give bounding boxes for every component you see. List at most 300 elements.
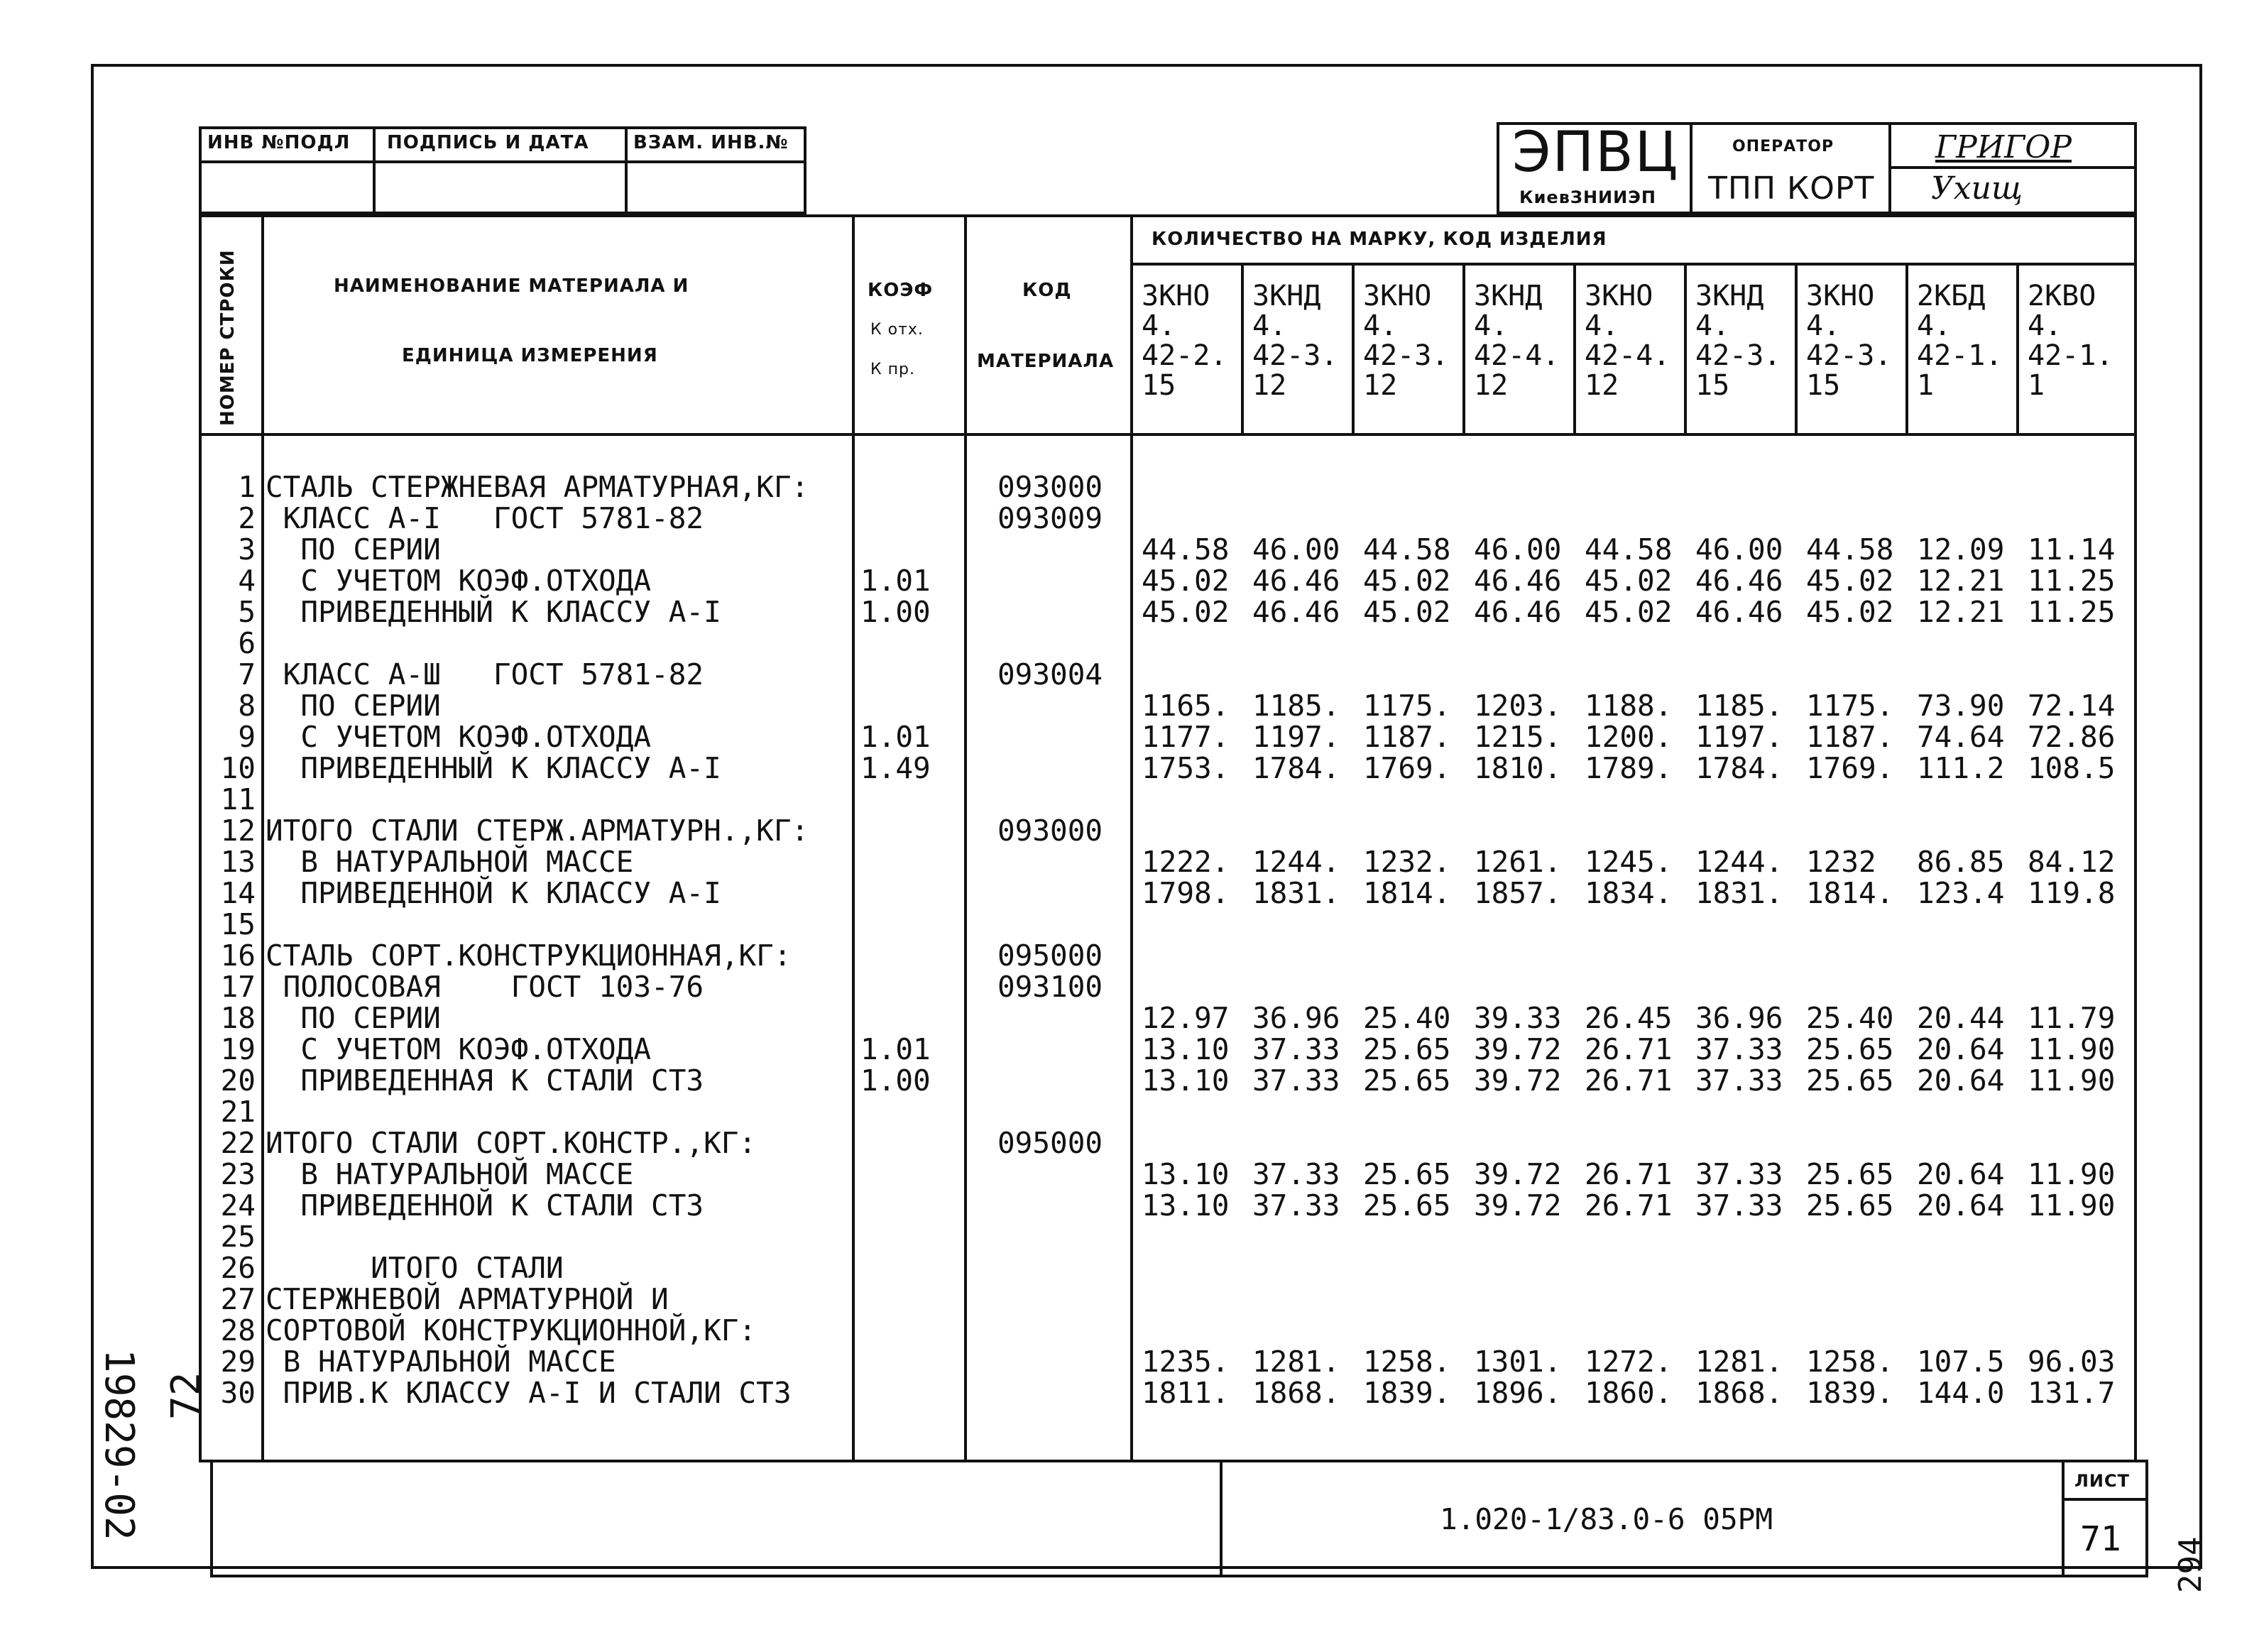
margin-right-number: 294 — [2172, 1536, 2209, 1593]
stamp-col-divider-1 — [373, 126, 376, 214]
coefficient: 1.49 — [860, 751, 931, 785]
quantity-value: 39.72 — [1474, 1157, 1562, 1191]
quantity-value: 1868. — [1695, 1376, 1783, 1410]
quantity-value: 1175. — [1363, 689, 1451, 723]
quantity-value: 11.25 — [2028, 595, 2116, 629]
quantity-value: 45.02 — [1806, 564, 1894, 598]
quantity-value: 46.00 — [1695, 532, 1783, 567]
product-column-header — [1806, 281, 1891, 400]
quantity-value: 1185. — [1695, 689, 1783, 723]
quantity-value: 1281. — [1695, 1345, 1783, 1379]
coefficient: 1.01 — [860, 1032, 931, 1066]
product-column-header — [1363, 281, 1448, 400]
product-code-line: 42-1. — [2028, 339, 2113, 372]
product-code-line: 3КНД — [1252, 280, 1321, 312]
row-number-header: НОМЕР СТРОКИ — [217, 249, 239, 426]
quantity-header: КОЛИЧЕСТВО НА МАРКУ, КОД ИЗДЕЛИЯ — [1152, 229, 1607, 250]
material-name: ПРИВЕДЕННОЙ К КЛАССУ А-I — [266, 876, 721, 910]
coef-header-1: КОЭФ — [868, 280, 934, 301]
footer-divider-2 — [2062, 1460, 2065, 1577]
product-code-line: 4. — [1806, 310, 1841, 342]
row-number: 15 — [220, 907, 256, 941]
quantity-value: 37.33 — [1252, 1157, 1340, 1191]
quantity-value: 11.90 — [2028, 1063, 2116, 1098]
quantity-value: 12.09 — [1917, 532, 2005, 567]
quantity-value: 96.03 — [2028, 1345, 2116, 1379]
material-name: С УЧЕТОМ КОЭФ.ОТХОДА — [266, 720, 652, 754]
row-number: 3 — [238, 532, 256, 567]
org-logo: ЭПВЦ — [1512, 121, 1680, 185]
table-row — [199, 876, 2116, 910]
prod-col-line-2 — [1352, 263, 1355, 433]
quantity-value: 1831. — [1252, 876, 1340, 910]
coefficient: 1.00 — [860, 595, 931, 629]
code-header-2: МАТЕРИАЛА — [977, 351, 1115, 372]
material-name: В НАТУРАЛЬНОЙ МАССЕ — [266, 1157, 634, 1191]
product-code-line: 12 — [1252, 369, 1287, 402]
quantity-value: 131.7 — [2028, 1376, 2116, 1410]
quantity-value: 46.46 — [1252, 564, 1340, 598]
quantity-value: 46.46 — [1252, 595, 1340, 629]
table-row — [199, 1001, 2116, 1035]
product-column-header — [1474, 281, 1559, 400]
row-number: 30 — [220, 1376, 256, 1410]
quantity-value: 45.02 — [1142, 564, 1230, 598]
table-row — [199, 1063, 2116, 1098]
material-name: С УЧЕТОМ КОЭФ.ОТХОДА — [266, 1032, 652, 1066]
operator-name: ГРИГОР — [1935, 129, 2072, 165]
row-number: 28 — [220, 1313, 256, 1347]
quantity-value: 12.97 — [1142, 1001, 1230, 1035]
quantity-value: 1769. — [1806, 751, 1894, 785]
quantity-value: 1753. — [1142, 751, 1230, 785]
quantity-value: 11.90 — [2028, 1157, 2116, 1191]
quantity-value: 25.65 — [1363, 1188, 1451, 1222]
material-code: 095000 — [997, 1126, 1103, 1160]
material-name: ПО СЕРИИ — [266, 689, 441, 723]
quantity-value: 46.00 — [1474, 532, 1562, 567]
product-code-line: 42-3. — [1806, 339, 1892, 372]
product-code-line: 4. — [1585, 310, 1619, 342]
material-code: 093100 — [997, 970, 1103, 1004]
table-row — [199, 626, 2116, 660]
quantity-value: 44.58 — [1585, 532, 1673, 567]
product-code-line: 1 — [2028, 369, 2045, 402]
row-number: 2 — [238, 501, 256, 535]
material-name: С УЧЕТОМ КОЭФ.ОТХОДА — [266, 564, 652, 598]
quantity-value: 1187. — [1363, 720, 1451, 754]
quantity-value: 26.71 — [1585, 1188, 1673, 1222]
table-row — [199, 1313, 2116, 1345]
quantity-value: 119.8 — [2028, 876, 2116, 910]
quantity-value: 26.45 — [1585, 1001, 1673, 1035]
quantity-value: 39.72 — [1474, 1032, 1562, 1066]
product-code-line: 42-4. — [1474, 339, 1560, 372]
qty-header-divider — [1130, 263, 2137, 266]
stamp-podpis-data: ПОДПИСЬ И ДАТА — [387, 132, 589, 153]
quantity-value: 1896. — [1474, 1376, 1562, 1410]
quantity-value: 12.21 — [1917, 595, 2005, 629]
coefficient: 1.01 — [860, 564, 931, 598]
quantity-value: 13.10 — [1142, 1032, 1230, 1066]
quantity-value: 45.02 — [1363, 595, 1451, 629]
quantity-value: 25.65 — [1363, 1157, 1451, 1191]
material-name: ПРИВЕДЕННЫЙ К КЛАССУ А-I — [266, 751, 721, 785]
quantity-value: 86.85 — [1917, 845, 2005, 879]
quantity-value: 39.72 — [1474, 1063, 1562, 1098]
quantity-value: 11.14 — [2028, 532, 2116, 567]
row-number: 21 — [220, 1095, 256, 1129]
quantity-value: 25.65 — [1363, 1032, 1451, 1066]
product-code-line: 3КНО — [1806, 280, 1875, 312]
quantity-value: 1258. — [1363, 1345, 1451, 1379]
material-name: СОРТОВОЙ КОНСТРУКЦИОННОЙ,КГ: — [266, 1313, 757, 1347]
coefficient: 1.00 — [860, 1063, 931, 1098]
row-number: 11 — [220, 782, 256, 816]
quantity-value: 1245. — [1585, 845, 1673, 879]
stamp-col-divider-2 — [625, 126, 628, 214]
quantity-value: 1769. — [1363, 751, 1451, 785]
product-code-line: 15 — [1142, 369, 1176, 402]
quantity-value: 84.12 — [2028, 845, 2116, 879]
material-code: 093000 — [997, 814, 1103, 848]
quantity-value: 1857. — [1474, 876, 1562, 910]
quantity-value: 46.00 — [1252, 532, 1340, 567]
product-code-line: 42-3. — [1363, 339, 1449, 372]
material-name: ПО СЕРИИ — [266, 1001, 441, 1035]
quantity-value: 1839. — [1363, 1376, 1451, 1410]
table-row — [199, 970, 2116, 1004]
table-row — [199, 595, 2116, 629]
product-code-line: 3КНО — [1142, 280, 1210, 312]
quantity-value: 1258. — [1806, 1345, 1894, 1379]
table-row — [199, 720, 2116, 754]
outer-frame-top — [91, 64, 2202, 67]
product-column-header — [1252, 281, 1338, 400]
table-row — [199, 1032, 2116, 1066]
org-sub: КиевЗНИИЭП — [1519, 187, 1656, 207]
table-row — [199, 939, 2116, 973]
quantity-value: 1187. — [1806, 720, 1894, 754]
material-name: СТАЛЬ СТЕРЖНЕВАЯ АРМАТУРНАЯ,КГ: — [266, 470, 809, 504]
product-code-line: 15 — [1695, 369, 1730, 402]
quantity-value: 45.02 — [1585, 564, 1673, 598]
quantity-value: 13.10 — [1142, 1157, 1230, 1191]
row-number: 27 — [220, 1282, 256, 1316]
table-row — [199, 814, 2116, 848]
product-code-line: 42-1. — [1917, 339, 2003, 372]
table-row — [199, 1251, 2116, 1285]
org-divider-3 — [1888, 166, 2137, 169]
quantity-value: 1232. — [1363, 845, 1451, 879]
prod-col-line-3 — [1462, 263, 1465, 433]
name-header-1: НАИМЕНОВАНИЕ МАТЕРИАЛА И — [334, 275, 689, 297]
table-row — [199, 782, 2116, 814]
quantity-value: 1868. — [1252, 1376, 1340, 1410]
product-code-line: 42-2. — [1142, 339, 1227, 372]
product-code-line: 42-4. — [1585, 339, 1670, 372]
quantity-value: 1261. — [1474, 845, 1562, 879]
product-code-line: 4. — [1363, 310, 1398, 342]
margin-left-number: 72 — [163, 1372, 209, 1420]
quantity-value: 11.90 — [2028, 1188, 2116, 1222]
product-column-header — [1917, 281, 2002, 400]
quantity-value: 1165. — [1142, 689, 1230, 723]
quantity-value: 1784. — [1695, 751, 1783, 785]
quantity-value: 46.46 — [1695, 564, 1783, 598]
product-column-header — [1695, 281, 1781, 400]
quantity-value: 25.65 — [1363, 1063, 1451, 1098]
quantity-value: 37.33 — [1695, 1063, 1783, 1098]
quantity-value: 39.72 — [1474, 1188, 1562, 1222]
table-row — [199, 1095, 2116, 1129]
stamp-vzam-inv: ВЗАМ. ИНВ.№ — [633, 132, 789, 153]
product-code-line: 12 — [1363, 369, 1398, 402]
quantity-value: 1200. — [1585, 720, 1673, 754]
product-code-line: 4. — [1474, 310, 1509, 342]
quantity-value: 37.33 — [1252, 1063, 1340, 1098]
footer-divider-3 — [2062, 1498, 2148, 1501]
row-number: 25 — [220, 1220, 256, 1254]
quantity-value: 20.64 — [1917, 1188, 2005, 1222]
product-code-line: 4. — [1917, 310, 1952, 342]
quantity-value: 1232 — [1806, 845, 1876, 879]
footer-divider-1 — [1220, 1460, 1223, 1577]
quantity-value: 26.71 — [1585, 1032, 1673, 1066]
quantity-value: 1215. — [1474, 720, 1562, 754]
doc-code: 1.020-1/83.0-6 05РМ — [1440, 1502, 1773, 1536]
material-name: ПРИВЕДЕННЫЙ К КЛАССУ А-I — [266, 595, 721, 629]
table-row — [199, 501, 2116, 535]
coef-header-2: К отх. — [870, 321, 924, 339]
quantity-value: 1188. — [1585, 689, 1673, 723]
material-name: СТЕРЖНЕВОЙ АРМАТУРНОЙ И — [266, 1282, 669, 1316]
prod-col-line-1 — [1241, 263, 1244, 433]
outer-frame-left — [91, 64, 94, 1569]
row-number: 7 — [238, 657, 256, 691]
quantity-value: 26.71 — [1585, 1063, 1673, 1098]
row-number: 8 — [238, 689, 256, 723]
org-divider-1 — [1690, 122, 1692, 214]
material-name: ИТОГО СТАЛИ СТЕРЖ.АРМАТУРН.,КГ: — [266, 814, 809, 848]
quantity-value: 37.33 — [1252, 1188, 1340, 1222]
quantity-value: 45.02 — [1142, 595, 1230, 629]
quantity-value: 46.46 — [1474, 595, 1562, 629]
quantity-value: 1177. — [1142, 720, 1230, 754]
quantity-value: 1811. — [1142, 1376, 1230, 1410]
material-code: 095000 — [997, 939, 1103, 973]
row-number: 14 — [220, 876, 256, 910]
material-name: В НАТУРАЛЬНОЙ МАССЕ — [266, 1345, 616, 1379]
table-row — [199, 1188, 2116, 1220]
quantity-value: 13.10 — [1142, 1188, 1230, 1222]
quantity-value: 26.71 — [1585, 1157, 1673, 1191]
quantity-value: 1175. — [1806, 689, 1894, 723]
product-code-line: 2КБД — [1917, 280, 1986, 312]
row-number: 13 — [220, 845, 256, 879]
quantity-value: 73.90 — [1917, 689, 2005, 723]
material-code: 093009 — [997, 501, 1103, 535]
quantity-value: 36.96 — [1252, 1001, 1340, 1035]
row-number: 9 — [238, 720, 256, 754]
row-number: 29 — [220, 1345, 256, 1379]
table-row — [199, 845, 2116, 879]
material-code: 093004 — [997, 657, 1103, 691]
quantity-value: 11.79 — [2028, 1001, 2116, 1035]
row-number: 12 — [220, 814, 256, 848]
table-row — [199, 1220, 2116, 1254]
footer-block — [210, 1460, 2148, 1577]
material-name: ИТОГО СТАЛИ СОРТ.КОНСТР.,КГ: — [266, 1126, 757, 1160]
material-name: СТАЛЬ СОРТ.КОНСТРУКЦИОННАЯ,КГ: — [266, 939, 792, 973]
product-code-line: 4. — [1252, 310, 1287, 342]
table-row — [199, 689, 2116, 723]
name-header-2: ЕДИНИЦА ИЗМЕРЕНИЯ — [402, 345, 658, 366]
quantity-value: 1860. — [1585, 1376, 1673, 1410]
quantity-value: 36.96 — [1695, 1001, 1783, 1035]
quantity-value: 46.46 — [1695, 595, 1783, 629]
quantity-value: 1789. — [1585, 751, 1673, 785]
quantity-value: 1244. — [1252, 845, 1340, 879]
coefficient: 1.01 — [860, 720, 931, 754]
quantity-value: 11.90 — [2028, 1032, 2116, 1066]
product-code-line: 4. — [1695, 310, 1730, 342]
table-row — [199, 1282, 2116, 1316]
quantity-value: 1244. — [1695, 845, 1783, 879]
material-name: ПРИВЕДЕННАЯ К СТАЛИ СТ3 — [266, 1063, 704, 1098]
material-name: КЛАСС А-I ГОСТ 5781-82 — [266, 501, 704, 535]
quantity-value: 1301. — [1474, 1345, 1562, 1379]
row-number: 18 — [220, 1001, 256, 1035]
product-code-line: 3КНД — [1695, 280, 1764, 312]
material-code: 093000 — [997, 470, 1103, 504]
quantity-value: 1839. — [1806, 1376, 1894, 1410]
header-bottom-line — [199, 433, 2137, 436]
quantity-value: 1798. — [1142, 876, 1230, 910]
quantity-value: 1784. — [1252, 751, 1340, 785]
table-row — [199, 1345, 2116, 1379]
row-number: 16 — [220, 939, 256, 973]
material-name: ПРИВЕДЕННОЙ К СТАЛИ СТ3 — [266, 1188, 704, 1222]
quantity-value: 44.58 — [1142, 532, 1230, 567]
quantity-value: 13.10 — [1142, 1063, 1230, 1098]
table-row — [199, 751, 2116, 785]
row-number: 6 — [238, 626, 256, 660]
product-code-line: 4. — [2028, 310, 2062, 342]
table-row — [199, 1157, 2116, 1191]
material-name: ПРИВ.К КЛАССУ А-I И СТАЛИ СТ3 — [266, 1376, 792, 1410]
product-code-line: 15 — [1806, 369, 1841, 402]
quantity-value: 20.44 — [1917, 1001, 2005, 1035]
product-code-line: 1 — [1917, 369, 1935, 402]
quantity-value: 45.02 — [1363, 564, 1451, 598]
quantity-value: 1222. — [1142, 845, 1230, 879]
quantity-value: 1197. — [1695, 720, 1783, 754]
quantity-value: 1810. — [1474, 751, 1562, 785]
sheet-label: ЛИСТ — [2074, 1471, 2131, 1491]
quantity-value: 1281. — [1252, 1345, 1340, 1379]
quantity-value: 25.40 — [1806, 1001, 1894, 1035]
quantity-value: 25.40 — [1363, 1001, 1451, 1035]
row-number: 22 — [220, 1126, 256, 1160]
quantity-value: 37.33 — [1695, 1157, 1783, 1191]
quantity-value: 37.33 — [1252, 1032, 1340, 1066]
quantity-value: 1235. — [1142, 1345, 1230, 1379]
prod-col-line-6 — [1795, 263, 1798, 433]
prod-col-line-4 — [1573, 263, 1576, 433]
quantity-value: 20.64 — [1917, 1032, 2005, 1066]
quantity-value: 37.33 — [1695, 1188, 1783, 1222]
prod-col-line-5 — [1684, 263, 1687, 433]
row-number: 4 — [238, 564, 256, 598]
row-number: 17 — [220, 970, 256, 1004]
material-name: ПО СЕРИИ — [266, 532, 441, 567]
quantity-value: 144.0 — [1917, 1376, 2005, 1410]
quantity-value: 1203. — [1474, 689, 1562, 723]
quantity-value: 46.46 — [1474, 564, 1562, 598]
code-header-1: КОД — [1022, 280, 1072, 301]
quantity-value: 1814. — [1363, 876, 1451, 910]
product-column-header — [1585, 281, 1670, 400]
table-row — [199, 532, 2116, 567]
product-code-line: 4. — [1142, 310, 1176, 342]
row-number: 1 — [238, 470, 256, 504]
quantity-value: 25.65 — [1806, 1032, 1894, 1066]
quantity-value: 37.33 — [1695, 1032, 1783, 1066]
table-row — [199, 564, 2116, 598]
prod-col-line-7 — [1905, 263, 1908, 433]
table-row — [199, 907, 2116, 939]
quantity-value: 12.21 — [1917, 564, 2005, 598]
table-row — [199, 1126, 2116, 1160]
quantity-value: 1272. — [1585, 1345, 1673, 1379]
quantity-value: 1185. — [1252, 689, 1340, 723]
product-code-line: 3КНД — [1474, 280, 1543, 312]
quantity-value: 1814. — [1806, 876, 1894, 910]
table-row — [199, 1376, 2116, 1410]
quantity-value: 11.25 — [2028, 564, 2116, 598]
row-number: 20 — [220, 1063, 256, 1098]
quantity-value: 1831. — [1695, 876, 1783, 910]
table-row — [199, 657, 2116, 689]
quantity-value: 45.02 — [1806, 595, 1894, 629]
quantity-value: 1834. — [1585, 876, 1673, 910]
signature: Ухищ — [1931, 170, 2023, 207]
table-row — [199, 470, 2116, 504]
margin-inv-number: 19829-02 — [96, 1349, 142, 1541]
quantity-value: 25.65 — [1806, 1188, 1894, 1222]
sheet-number: 71 — [2080, 1519, 2121, 1559]
row-number: 24 — [220, 1188, 256, 1222]
row-number: 26 — [220, 1251, 256, 1285]
quantity-value: 72.86 — [2028, 720, 2116, 754]
product-code-line: 12 — [1585, 369, 1619, 402]
quantity-value: 44.58 — [1806, 532, 1894, 567]
coef-header-3: К пр. — [870, 361, 915, 378]
product-code-line: 12 — [1474, 369, 1509, 402]
quantity-value: 45.02 — [1585, 595, 1673, 629]
quantity-value: 39.33 — [1474, 1001, 1562, 1035]
row-number: 10 — [220, 751, 256, 785]
product-code-line: 3КНО — [1363, 280, 1432, 312]
quantity-value: 123.4 — [1917, 876, 2005, 910]
quantity-value: 111.2 — [1917, 751, 2005, 785]
operator-label: ОПЕРАТОР — [1732, 138, 1834, 155]
operator-value: ТПП КОРТ — [1708, 170, 1875, 207]
quantity-value: 20.64 — [1917, 1063, 2005, 1098]
quantity-value: 1197. — [1252, 720, 1340, 754]
product-column-header — [1142, 281, 1227, 400]
